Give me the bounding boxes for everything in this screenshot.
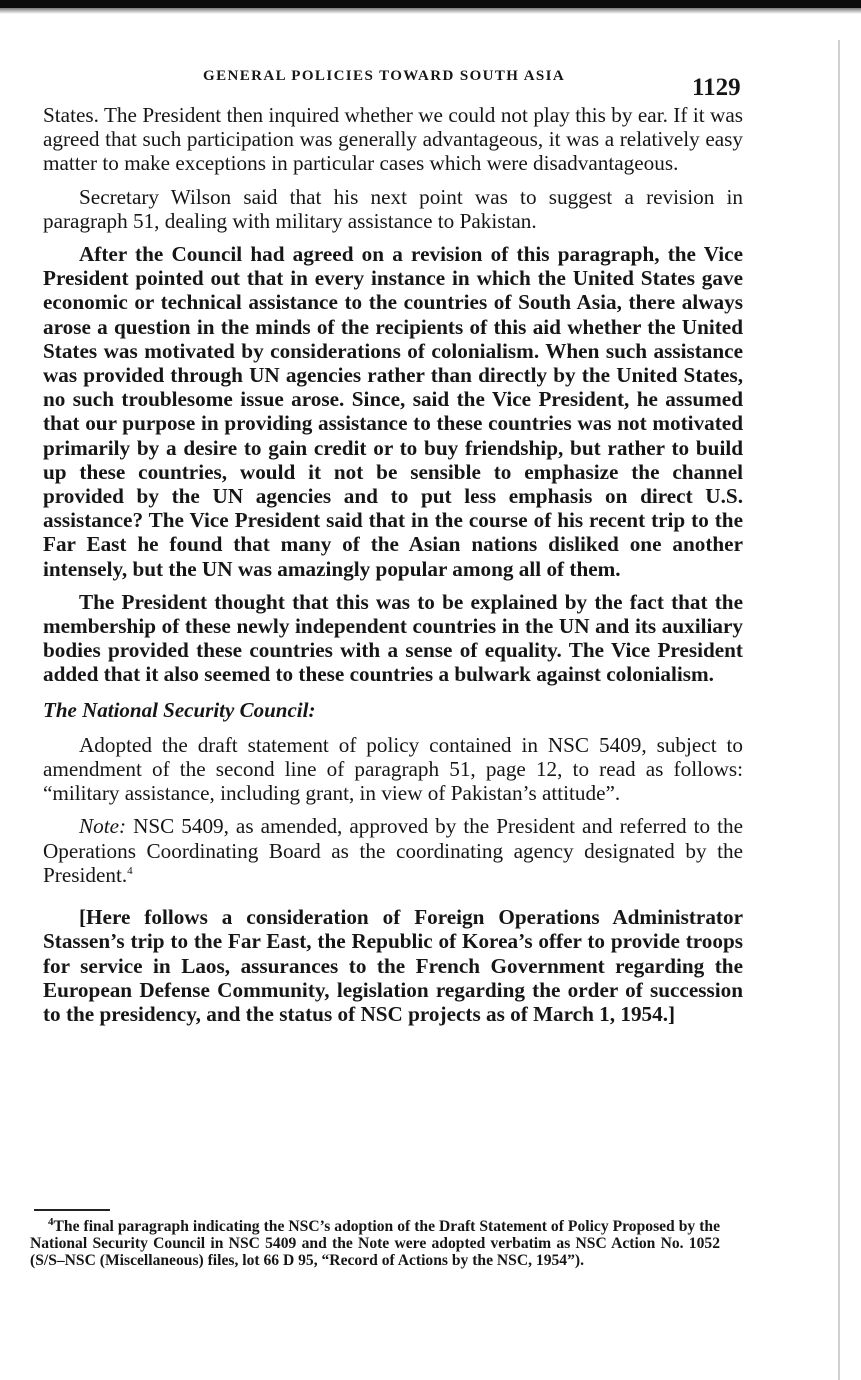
- note-text: NSC 5409, as amended, approved by the President and referred to the Operations Coordinating Board as the coordinating agency designated by the President.: [43, 814, 743, 887]
- page-top-edge: [0, 0, 861, 8]
- paragraph-5: Adopted the draft statement of policy contained in NSC 5409, subject to amendment of the second line of paragraph 51, page 12, to read as follows: “military assistance, including grant, in view of Pakistan’s attitude”.: [43, 732, 743, 806]
- paragraph-2: Secretary Wilson said that his next point was to suggest a revision in paragraph 51, dealing with military assistance to Pakistan.: [43, 184, 743, 233]
- footnote-marker: 4: [48, 1215, 54, 1228]
- note-label: Note:: [79, 814, 127, 839]
- page-right-margin-line: [838, 40, 840, 1380]
- footnote: [30, 1215, 720, 1269]
- paragraph-1: States. The President then inquired whether we could not play this by ear. If it was agreed that such participation was generally advantageous, it was a relatively easy matter to make exceptions in particular cases which were disadvantageous.: [43, 103, 743, 176]
- editorial-summary: [Here follows a consideration of Foreign Operations Administrator Stassen’s trip to the Far East, the Republic of Korea’s offer to provide troops for service in Laos, assurances to the French Government regarding the European Defense Community, legislation regarding the order of succession to the presidency, and the status of NSC projects as of March 1, 1954.]: [43, 905, 743, 1026]
- page-number: 1129: [692, 74, 741, 101]
- paragraph-3: After the Council had agreed on a revision of this paragraph, the Vice President pointed out that in every instance in which the United States gave economic or technical assistance to the countries of South Asia, there always arose a question in the minds of the recipients of this aid whether the United States was motivated by considerations of colonialism. When such assistance was provided through UN agencies rather than directly by the United States, no such troublesome issue arose. Since, said the Vice President, he assumed that our purpose in providing assistance to these countries was not motivated primarily by a desire to gain credit or to buy friendship, but rather to build up these countries, would it not be sensible to emphasize the channel provided by the UN agencies and to put less emphasis on direct U.S. assistance? The Vice President said that in the course of his recent trip to the Far East he found that many of the Asian nations disliked one another intensely, but the UN was amazingly popular among all of them.: [43, 242, 743, 581]
- footnote-reference[interactable]: 4: [127, 864, 133, 877]
- page-top-shadow: [0, 8, 861, 14]
- note-paragraph: [43, 814, 743, 887]
- paragraph-4: The President thought that this was to be explained by the fact that the membership of these newly independent countries in the UN and its auxiliary bodies provided these countries with a sense of equality. The Vice President added that it also seemed to these countries a bulwark against colonialism.: [43, 589, 743, 687]
- footnote-rule: [34, 1209, 110, 1211]
- footnote-text: The final paragraph indicating the NSC’s adoption of the Draft Statement of Policy Proposed by the National Security Council in NSC 5409 and the Note were adopted verbatim as NSC Action No. 1052 (S/S–NSC (Miscellaneous) files, lot 66 D 95, “Record of Actions by the NSC, 1954”).: [30, 1218, 720, 1269]
- body-text: [43, 103, 743, 1037]
- running-header-title: GENERAL POLICIES TOWARD SOUTH ASIA: [203, 68, 566, 84]
- section-heading: The National Security Council:: [43, 697, 316, 722]
